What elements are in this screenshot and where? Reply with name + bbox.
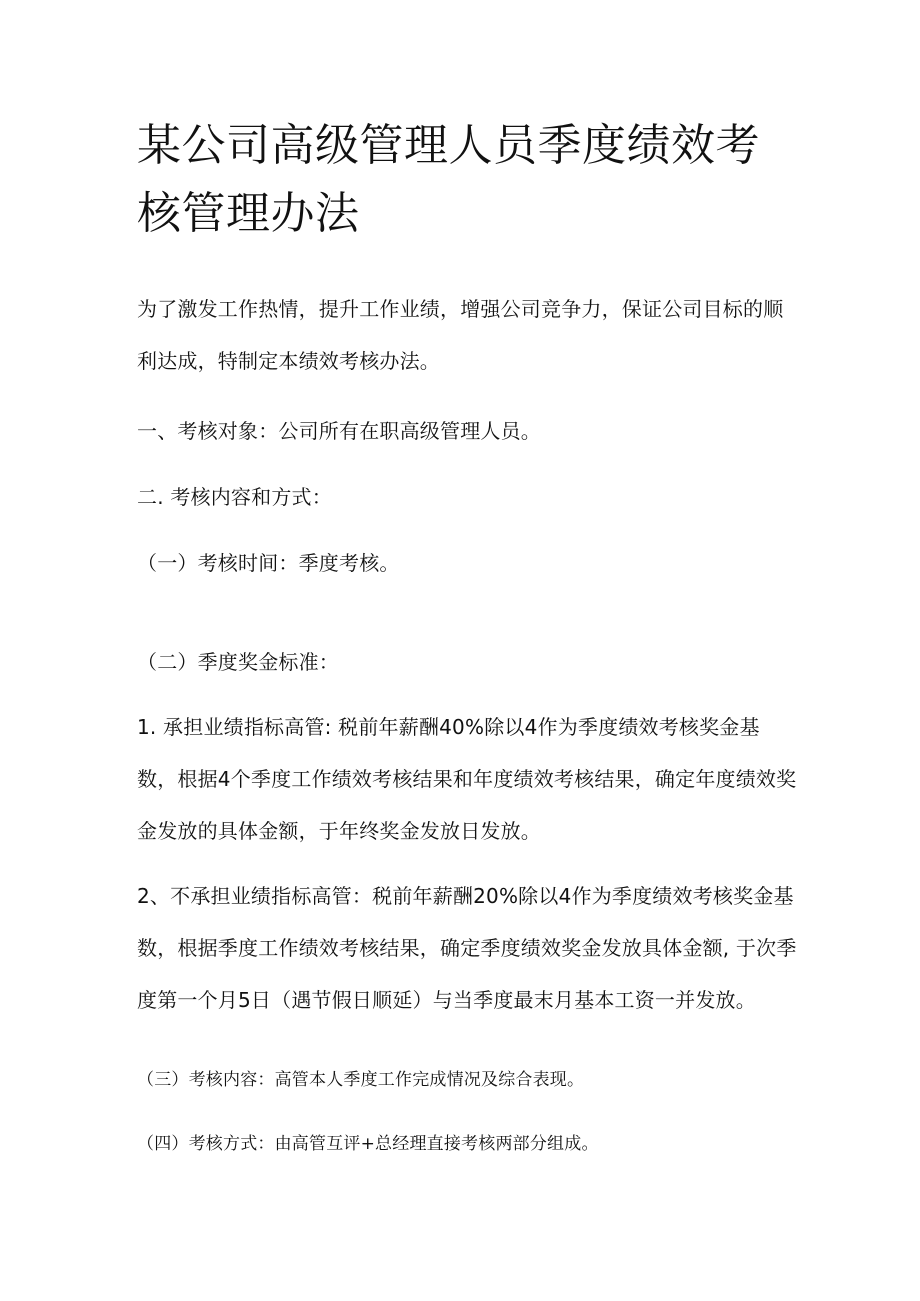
document-title: 某公司高级管理人员季度绩效考核管理办法 [137, 120, 760, 239]
intro-paragraph: 为了激发工作热情，提升工作业绩，增强公司竞争力，保证公司目标的顺利达成，特制定本绩效考核办法。 [137, 297, 784, 373]
section-2-heading: 二. 考核内容和方式： [137, 485, 332, 509]
bonus-item-1: 1. 承担业绩指标高管: 税前年薪酬40%除以4作为季度绩效考核奖金基数，根据4个季度工作绩效考核结果和年度绩效考核结果，确定年度绩效奖金发放的具体金额，于年终奖金发放日发放。 [137, 715, 797, 843]
section-1-heading: 一、考核对象：公司所有在职高级管理人员。 [137, 419, 541, 443]
section-2-subsection-3: （三）考核内容：高管本人季度工作完成情况及综合表现。 [137, 1070, 585, 1090]
bonus-item-2: 2、不承担业绩指标高管：税前年薪酬20%除以4作为季度绩效考核奖金基数，根据季度工作绩效考核结果，确定季度绩效奖金发放具体金额, 于次季度第一个月5日（遇节假日顺延）与当季度最末月基本工资一并发放。 [137, 884, 797, 1012]
section-2-subsection-2: （二）季度奖金标准： [137, 650, 339, 674]
section-2-subsection-1: （一）考核时间：季度考核。 [137, 551, 400, 575]
section-2-subsection-4: （四）考核方式：由高管互评+总经理直接考核两部分组成。 [137, 1134, 599, 1154]
